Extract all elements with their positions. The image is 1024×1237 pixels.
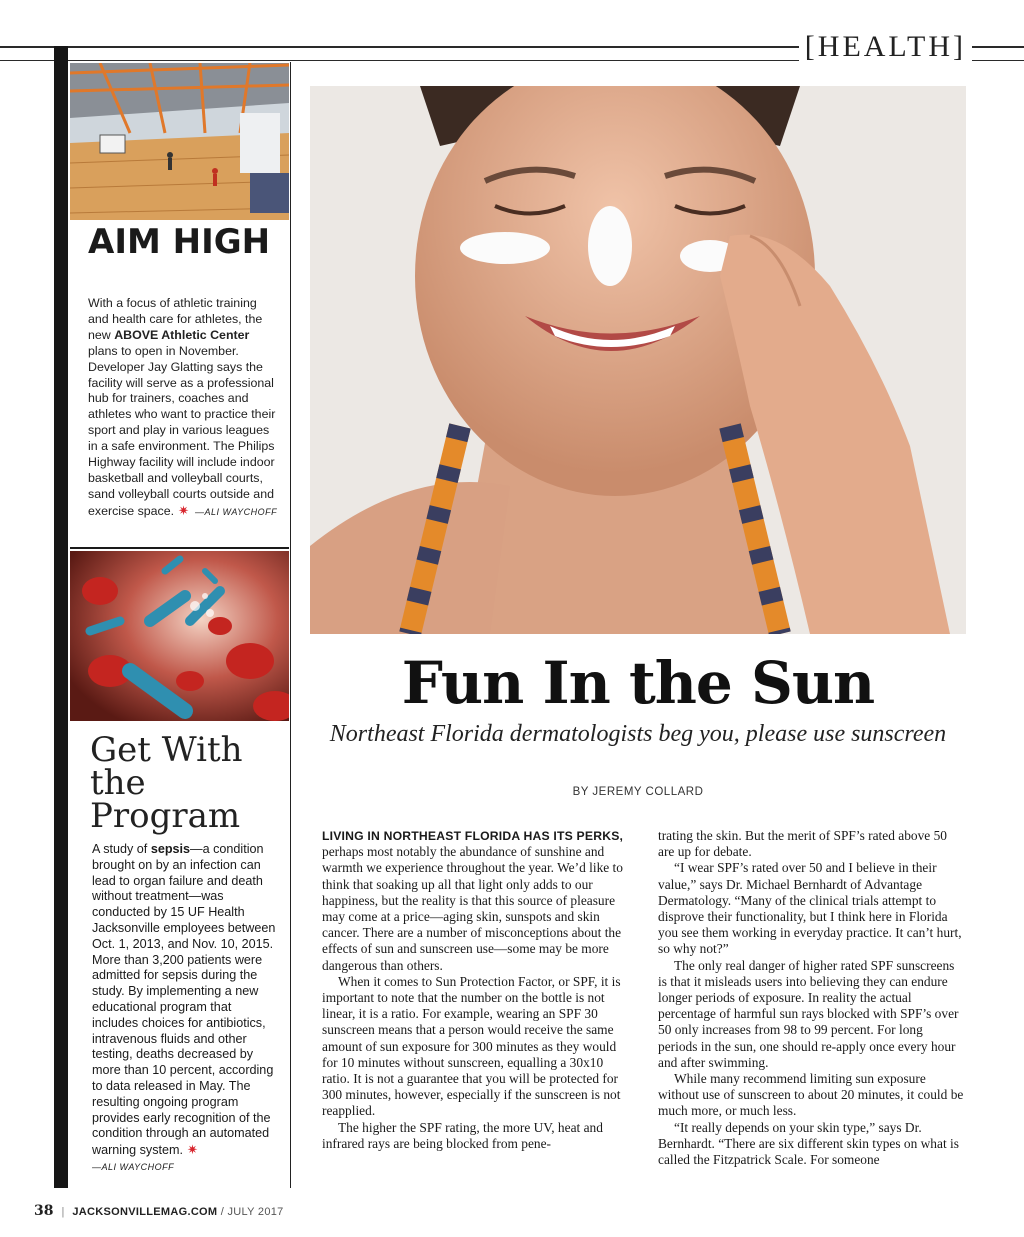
article-paragraph (322, 828, 628, 974)
article-paragraph: While many recommend limiting sun exposure without use of sunscreen to about 20 minutes, it could be much more, or much less. (658, 1071, 964, 1119)
section-label (799, 30, 972, 64)
gym-photo (70, 63, 289, 220)
page-number: 38 (34, 1203, 54, 1219)
footer-site: JACKSONVILLEMAG.COM (72, 1206, 218, 1218)
aim-high-body-intro: With a focus of athletic training and health care for athletes, the new (88, 296, 263, 342)
aim-high-credit: —ALI WAYCHOFF (195, 506, 278, 517)
program-body-rest: —a condition brought on by an infection can lead to organ failure and death without treatment—was conducted by 15 UF Health Jacksonville employees between Oct. 1, 2013, and Nov. 10, 2015. More than 3,200 patients were admitted for sepsis during the study. By implementing a new educational program that includes choices for antibiotics, intravenous fluids and other testing, deaths decreased by more than 10 percent, according to data released in May. The resulting ongoing program provides early recognition of the condition through an automated warning system. (92, 842, 276, 1158)
article-byline: BY JEREMY COLLARD (572, 786, 704, 798)
article-column-1 (322, 828, 628, 1152)
aim-high-body-rest: plans to open in November. Developer Jay Glatting says the facility will serve as a professional hub for trainers, coaches and athletes who want to practice their sport and play in various leagues in a safe environment. The Philips Highway facility will include indoor basketball and volleyball courts, sand volleyball courts outside and exercise space. (88, 343, 276, 518)
page-footer (34, 1203, 284, 1219)
section-title: HEALTH (817, 30, 953, 63)
aim-high-title: AIM HIGH (88, 222, 271, 262)
starburst-icon: ✷ (187, 1142, 198, 1158)
article-paragraph: The only real danger of higher rated SPF sunscreens is that it misleads users into believing they can endure longer periods of exposure. In reality the actual percentage of harmful sun rays blocked with SPF’s over 50 only increases from 98 to 99 percent. For long periods in the sun, one should re-apply once every hour and after swimming. (658, 957, 959, 1070)
article-paragraph: “I wear SPF’s rated over 50 and I believe in their value,” says Dr. Michael Bernhardt of Advantage Dermatology. “Many of the clinical trials attempt to disprove their functionality, but I think here in Florida you see them working in everyday practice. It can’t hurt, so why not?” (658, 860, 962, 957)
article-column-2 (658, 828, 964, 1168)
starburst-icon: ✷ (178, 502, 189, 518)
program-body-intro: A study of (92, 842, 151, 856)
article-lead-in: LIVING IN NORTHEAST FLORIDA HAS ITS PERKS, (322, 829, 624, 843)
aim-high-body (88, 296, 278, 521)
program-body (92, 842, 278, 1176)
article-paragraph-text: perhaps most notably the abundance of sunshine and warmth we experience throughout the year. We’d like to think that soaking up all that light only adds to our happiness, but the reality is that this source of pleasure may come at a price—aging skin, sunspots and skin cancer. There are a number of misconceptions about the effects of sun and sunscreen use—some may be more dangerous than others. (322, 844, 623, 973)
bracket-right: ] (953, 30, 966, 63)
bracket-left: [ (804, 30, 818, 63)
article-paragraph: The higher the SPF rating, the more UV, heat and infrared rays are being blocked from pene- (322, 1119, 603, 1151)
aim-high-body-bold: ABOVE Athletic Center (114, 327, 250, 342)
sidebar-divider (70, 547, 289, 549)
article-headline: Fun In the Sun (401, 649, 875, 717)
article-paragraph: trating the skin. But the merit of SPF’s rated above 50 are up for debate. (658, 828, 947, 860)
footer-date-wrap: / JULY 2017 (217, 1206, 284, 1218)
sidebar-accent-bar (54, 46, 68, 1188)
article-subhead: Northeast Florida dermatologists beg you, please use sunscreen (329, 721, 947, 747)
footer-date: JULY 2017 (227, 1206, 284, 1218)
sepsis-photo (70, 551, 289, 721)
program-body-bold: sepsis (150, 842, 191, 856)
program-title: Get With the Program (90, 730, 243, 836)
article-paragraph: “It really depends on your skin type,” says Dr. Bernhardt. “There are six different skin types on what is called the Fitzpatrick Scale. For someone (658, 1119, 959, 1168)
footer-separator: | (61, 1206, 65, 1218)
program-credit: —ALI WAYCHOFF (92, 1161, 175, 1172)
sunscreen-woman-photo (310, 86, 966, 634)
article-paragraph: When it comes to Sun Protection Factor, or SPF, it is important to note that the number on the bottle is not linear, it is a ratio. For example, wearing an SPF 30 sunscreen means that a person would receive the same amount of sun exposure for 300 minutes as they would for 10 minutes without sunscreen, equalling a 30x10 ratio. It is not a guarantee that you will be protected for 300 minutes, however, especially if the sunscreen is not reapplied. (322, 973, 621, 1119)
